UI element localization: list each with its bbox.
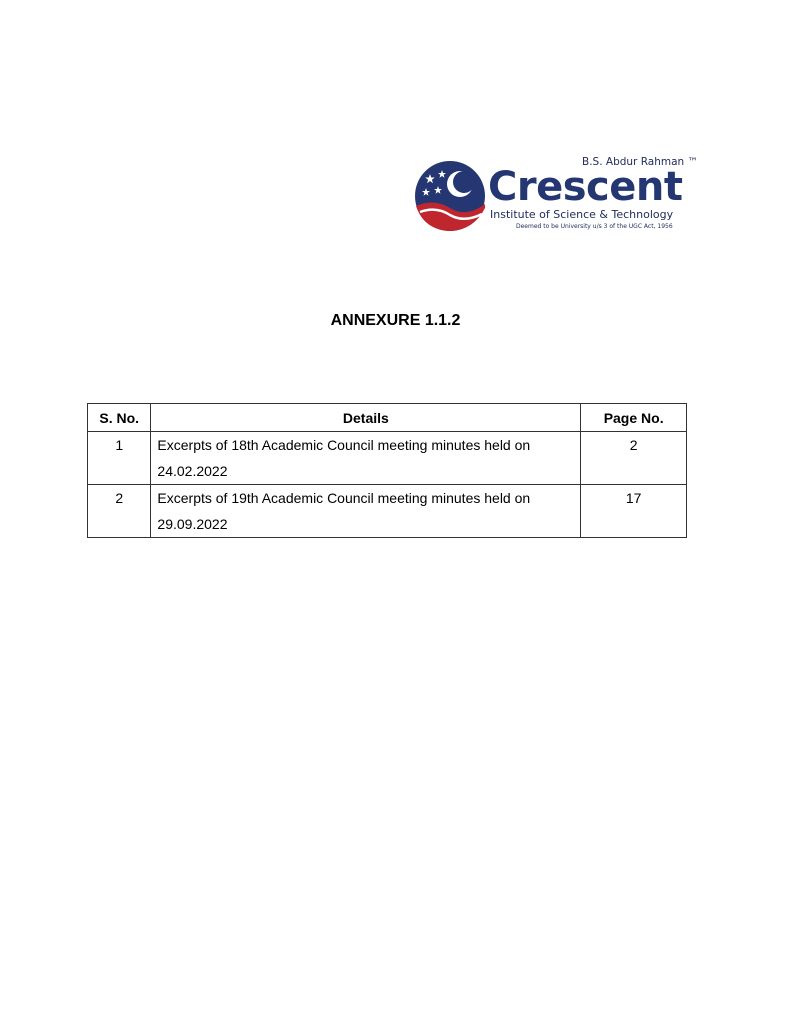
row-page-no: 17 <box>581 485 687 538</box>
table-row <box>88 432 687 485</box>
crescent-moon-stars-icon <box>414 160 486 232</box>
table-header-row <box>88 404 687 432</box>
header-page-no: Page No. <box>581 404 687 432</box>
logo-tagline: B.S. Abdur Rahman ™ <box>582 156 699 168</box>
logo-deemed-text: Deemed to be University u/s 3 of the UGC Act, 1956 <box>516 223 673 230</box>
row-details: Excerpts of 18th Academic Council meeting minutes held on 24.02.2022 <box>151 432 581 485</box>
annexure-table <box>87 403 687 538</box>
header-details: Details <box>151 404 581 432</box>
logo-subtitle: Institute of Science & Technology <box>490 208 674 221</box>
institution-logo <box>414 156 699 232</box>
page-title: ANNEXURE 1.1.2 <box>330 312 461 329</box>
logo-brand-name: Crescent <box>488 164 683 210</box>
header-sno: S. No. <box>88 404 151 432</box>
table-row <box>88 485 687 538</box>
row-sno: 1 <box>88 432 151 485</box>
row-details: Excerpts of 19th Academic Council meeting minutes held on 29.09.2022 <box>151 485 581 538</box>
row-sno: 2 <box>88 485 151 538</box>
row-page-no: 2 <box>581 432 687 485</box>
